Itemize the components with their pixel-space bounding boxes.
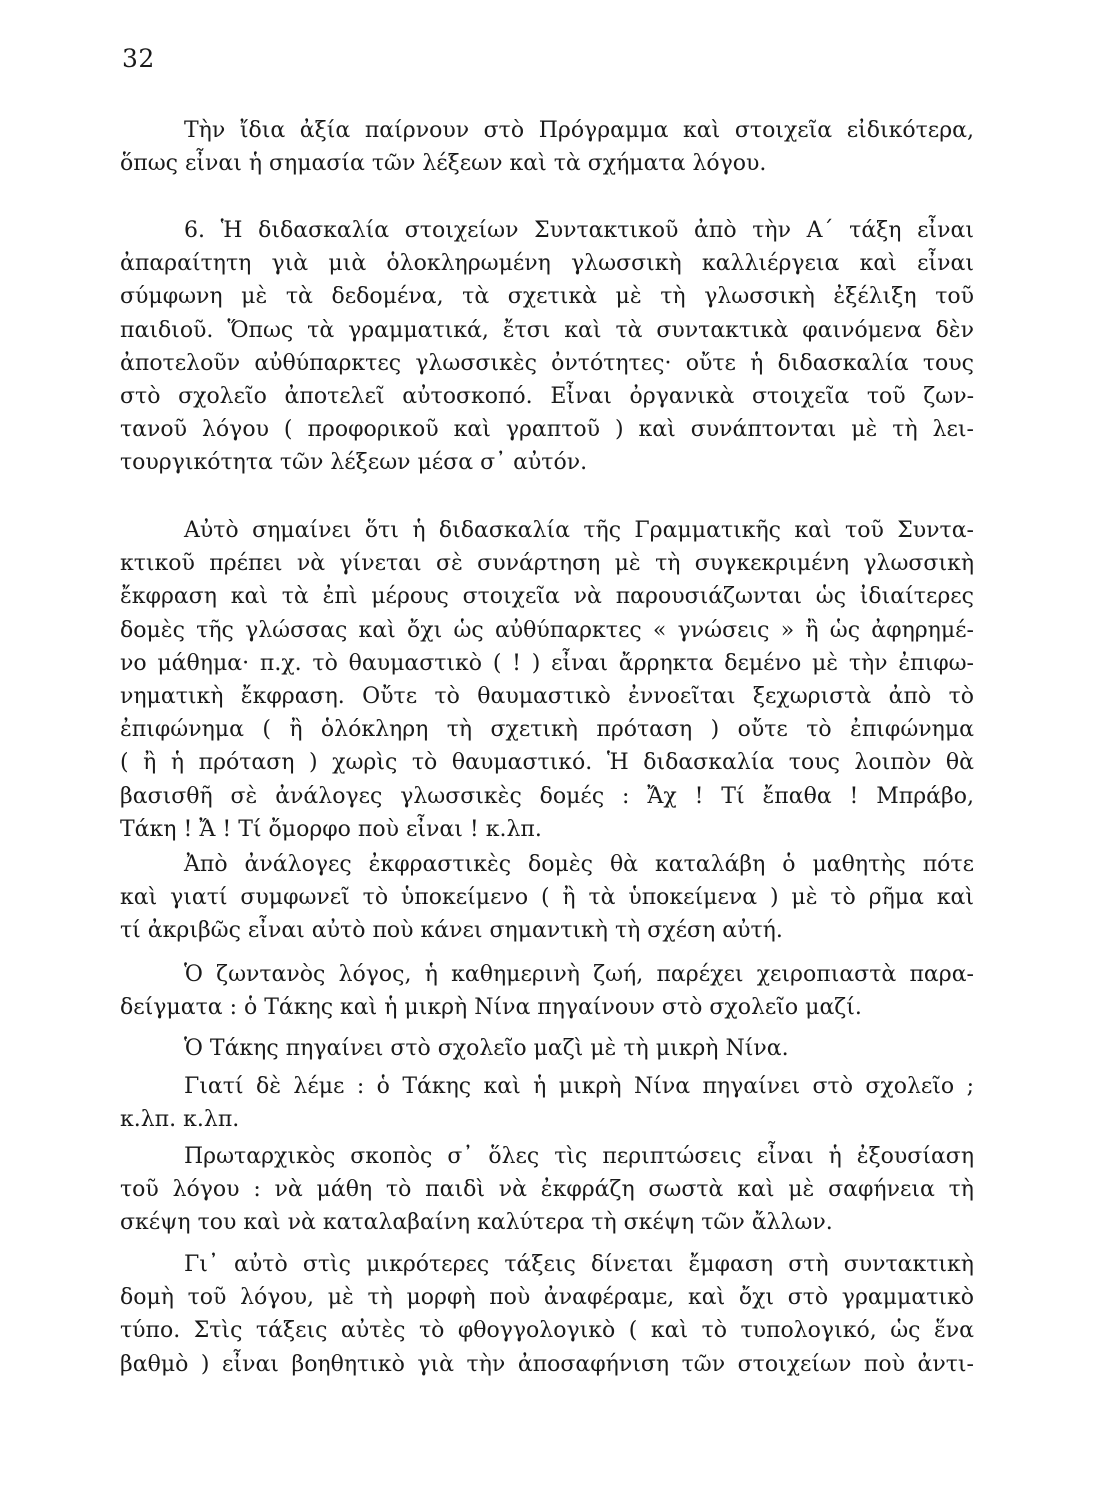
text-line: στὸ σχολεῖο ἀποτελεῖ αὐτοσκοπό. Εἶναι ὀργανικὰ στοιχεῖα τοῦ ζων- (120, 383, 974, 409)
text-line: Ὁ Τάκης πηγαίνει στὸ σχολεῖο μαζὶ μὲ τὴ μικρὴ Νίνα. (184, 1036, 789, 1061)
text-line: τύπο. Στὶς τάξεις αὐτὲς τὸ φθογγολογικὸ ( καὶ τὸ τυπολογικό, ὡς ἕνα (120, 1318, 974, 1344)
text-line: παιδιοῦ. Ὅπως τὰ γραμματικά, ἔτσι καὶ τὰ συντακτικὰ φαινόμενα δὲν (120, 317, 974, 343)
text-line: κτικοῦ πρέπει νὰ γίνεται σὲ συνάρτηση μὲ τὴ συγκεκριμένη γλωσσικὴ (120, 551, 974, 577)
text-line: ἀπαραίτητη γιὰ μιὰ ὁλοκληρωμένη γλωσσικὴ καλλιέργεια καὶ εἶναι (120, 251, 974, 277)
text-line: Τάκη ! Ἄ ! Τί ὄμορφο ποὺ εἶναι ! κ.λπ. (120, 816, 542, 842)
text-line: σκέψη του καὶ νὰ καταλαβαίνη καλύτερα τὴ σκέψη τῶν ἄλλων. (120, 1210, 833, 1236)
text-line: Ἀπὸ ἀνάλογες ἐκφραστικὲς δομὲς θὰ καταλάβη ὁ μαθητὴς πότε (184, 852, 974, 877)
paragraph (120, 514, 974, 846)
text-line: ἐπιφώνημα ( ἢ ὁλόκληρη τὴ σχετικὴ πρόταση ) οὔτε τὸ ἐπιφώνημα (120, 717, 974, 743)
paragraph (120, 214, 974, 480)
text-line: Γιατί δὲ λέμε : ὁ Τάκης καὶ ἡ μικρὴ Νίνα πηγαίνει στὸ σχολεῖο ; (184, 1074, 974, 1099)
text-line: βασισθῆ σὲ ἀνάλογες γλωσσικὲς δομές : Ἄχ ! Τί ἔπαθα ! Μπράβο, (120, 783, 974, 809)
text-line: ὅπως εἶναι ἡ σημασία τῶν λέξεων καὶ τὰ σχήματα λόγου. (120, 151, 767, 177)
text-line: δομὴ τοῦ λόγου, μὲ τὴ μορφὴ ποὺ ἀναφέραμε, καὶ ὄχι στὸ γραμματικὸ (120, 1285, 974, 1311)
text-line: σύμφωνη μὲ τὰ δεδομένα, τὰ σχετικὰ μὲ τὴ γλωσσικὴ ἐξέλιξη τοῦ (120, 284, 974, 310)
paragraph (120, 848, 974, 948)
text-line: δείγματα : ὁ Τάκης καὶ ἡ μικρὴ Νίνα πηγαίνουν στὸ σχολεῖο μαζί. (120, 995, 862, 1021)
text-line: νηματικὴ ἔκφραση. Οὔτε τὸ θαυμαστικὸ ἐννοεῖται ξεχωριστὰ ἀπὸ τὸ (120, 683, 974, 709)
text-line: τουργικότητα τῶν λέξεων μέσα σ᾽ αὐτόν. (120, 450, 588, 476)
paragraph (120, 1248, 974, 1381)
text-line: τανοῦ λόγου ( προφορικοῦ καὶ γραπτοῦ ) καὶ συνάπτονται μὲ τὴ λει- (120, 417, 974, 443)
text-line: τοῦ λόγου : νὰ μάθη τὸ παιδὶ νὰ ἐκφράζη σωστὰ καὶ μὲ σαφήνεια τὴ (120, 1177, 974, 1203)
paragraph (120, 114, 974, 180)
paragraph (120, 958, 974, 1024)
text-line: καὶ γιατί συμφωνεῖ τὸ ὑποκείμενο ( ἢ τὰ ὑποκείμενα ) μὲ τὸ ρῆμα καὶ (120, 885, 974, 911)
text-line: Τὴν ἴδια ἀξία παίρνουν στὸ Πρόγραμμα καὶ στοιχεῖα εἰδικότερα, (184, 118, 974, 143)
text-line: Γι᾽ αὐτὸ στὶς μικρότερες τάξεις δίνεται ἔμφαση στὴ συντακτικὴ (184, 1252, 974, 1277)
text-line: Πρωταρχικὸς σκοπὸς σ᾽ ὅλες τὶς περιπτώσεις εἶναι ἡ ἐξουσίαση (184, 1144, 974, 1169)
paragraph (120, 1070, 974, 1136)
text-line: κ.λπ. κ.λπ. (120, 1107, 240, 1133)
text-line: τί ἀκριβῶς εἶναι αὐτὸ ποὺ κάνει σημαντικὴ τὴ σχέση αὐτή. (120, 918, 783, 944)
text-line: ἀποτελοῦν αὐθύπαρκτες γλωσσικὲς ὀντότητες· οὔτε ἡ διδασκαλία τους (120, 350, 974, 376)
page-number: 32 (122, 44, 155, 73)
text-line: νο μάθημα· π.χ. τὸ θαυμαστικὸ ( ! ) εἶναι ἄρρηκτα δεμένο μὲ τὴν ἐπιφω- (120, 650, 974, 676)
text-line: ( ἢ ἡ πρόταση ) χωρὶς τὸ θαυμαστικό. Ἡ διδασκαλία τους λοιπὸν θὰ (120, 750, 974, 776)
paragraph (120, 1140, 974, 1240)
text-line: Αὐτὸ σημαίνει ὅτι ἡ διδασκαλία τῆς Γραμματικῆς καὶ τοῦ Συντα- (184, 518, 974, 543)
text-line: Ὁ ζωντανὸς λόγος, ἡ καθημερινὴ ζωή, παρέχει χειροπιαστὰ παρα- (184, 962, 974, 987)
text-line: δομὲς τῆς γλώσσας καὶ ὄχι ὡς αὐθύπαρκτες « γνώσεις » ἢ ὡς ἀφηρημέ- (120, 617, 974, 643)
text-line: βαθμὸ ) εἶναι βοηθητικὸ γιὰ τὴν ἀποσαφήνιση τῶν στοιχείων ποὺ ἀντι- (120, 1351, 974, 1377)
text-line: ἔκφραση καὶ τὰ ἐπὶ μέρους στοιχεῖα νὰ παρουσιάζωνται ὡς ἰδιαίτερες (120, 584, 974, 610)
text-line: 6. Ἡ διδασκαλία στοιχείων Συντακτικοῦ ἀπὸ τὴν Α΄ τάξη εἶναι (184, 218, 974, 243)
paragraph (120, 1032, 974, 1065)
